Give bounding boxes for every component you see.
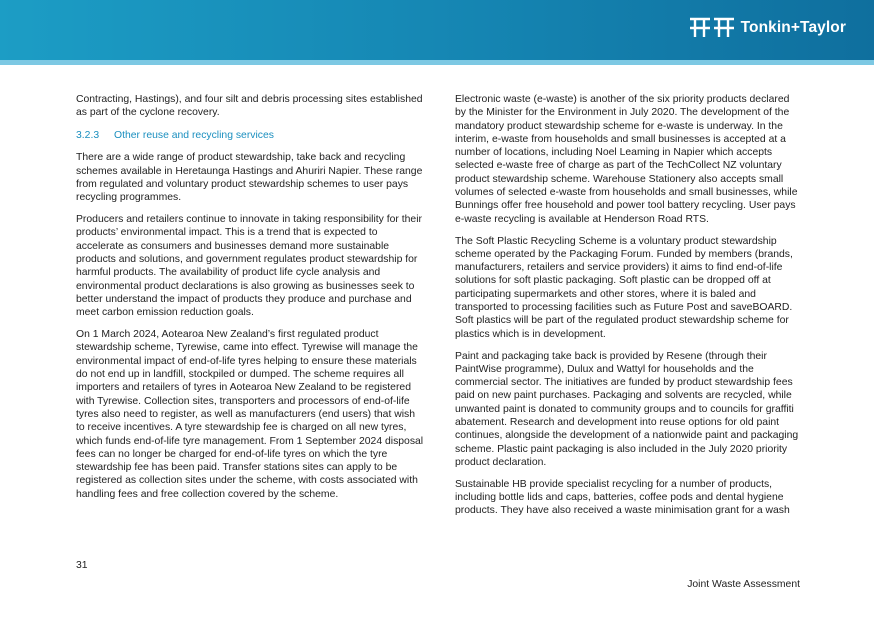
tt-logo-icon [689,17,735,39]
paragraph: The Soft Plastic Recycling Scheme is a voluntary product stewardship scheme operated by the Packaging Forum. Funded by members (brands, manufacturers, retailers and service providers) it aims to find end-of-life solutions for soft plastic packaging. Soft plastic can be dropped off at participating supermarkets and other stores, where it is baled and transported to processing facilities such as Future Post and saveBOARD. Soft plastics will be part of the regulated product stewardship scheme for plastics which is in development. [455,235,793,340]
page-header-band [0,0,874,60]
left-column [76,93,426,510]
paragraph: Contracting, Hastings), and four silt and debris processing sites established as part of the cyclone recovery. [76,94,423,119]
paragraph: Producers and retailers continue to innovate in taking responsibility for their products’ environmental impact. This is a trend that is expected to accelerate as consumers and businesses demand more sustainable products and solutions, and government regulates product stewardship for harmful products. The availability of product life cycle analysis and environmental product declarations is also growing as businesses seek to better understand the impact of products they produce and purchase and meet carbon emission reduction goals. [76,214,422,319]
paragraph: There are a wide range of product stewardship, take back and recycling schemes available in Heretaunga Hastings and Ahuriri Napier. These range from regulated and voluntary product stewardship schemes to user pays recycling programmes. [76,152,423,204]
paragraph: Sustainable HB provide specialist recycling for a number of products, including bottle lids and caps, batteries, coffee pods and dental hygiene products. They have also received a waste minimisation grant for a wash [455,478,790,517]
section-title: Other reuse and recycling services [114,129,274,141]
section-number: 3.2.3 [76,129,100,141]
paragraph: Electronic waste (e-waste) is another of the six priority products declared by the Minister for the Environment in July 2020. The development of the mandatory product stewardship scheme for e-waste is underway. In the interim, e-waste from households and small businesses is accepted at a number of locations, including Noel Leaming in Napier which accepts selected e-waste free of charge as part of the TechCollect NZ voluntary product stewardship scheme. Warehouse Stationery also accepts small volumes of selected e-waste from households and small businesses, while Bunnings offer free household and power tool battery recycling. User pays e-waste recycling is available at Henderson Road RTS. [455,94,798,225]
footer-document-title: Joint Waste Assessment [687,579,800,590]
section-heading [76,129,426,142]
brand-logo [689,15,846,41]
paragraph: Paint and packaging take back is provided by Resene (through their PaintWise programme), Dulux and Wattyl for households and the commercial sector. The initiatives are funded by product stewardship fees paid on new paint purchases. Packaging and solvents are recycled, while unwanted paint is donated to community groups and to councils for graffiti abatement. Research and development into reuse options for old paint continues, alongside the development of a nationwide paint and packaging scheme. Plastic paint packaging is also included in the July 2020 priority product declaration. [455,350,799,468]
page-number: 31 [76,560,88,571]
header-accent-stripe [0,60,874,65]
brand-name: Tonkin+Taylor [740,19,846,36]
right-column [455,93,802,526]
paragraph: On 1 March 2024, Aotearoa New Zealand’s first regulated product stewardship scheme, Tyrewise, came into effect. Tyrewise will manage the environmental impact of end-of-life tyres helping to ensure these materials do not end up in landfill, stockpiled or dumped. The scheme requires all importers and retailers of tyres in Aotearoa New Zealand to be registered with Tyrewise. Collection sites, transporters and processors of end-of-life tyres also need to register, as well as manufacturers (end users) that wish to receive incentives. A tyre stewardship fee is charged on all new tyres, which funds end-of-life tyre management. From 1 September 2024 disposal fees can no longer be charged for end-of-life tyres on which the tyre stewardship fee has been paid. Transfer stations sites can apply to be registered as collection sites under the scheme, with costs associated with handling fees and free collection covered by the scheme. [76,329,424,500]
